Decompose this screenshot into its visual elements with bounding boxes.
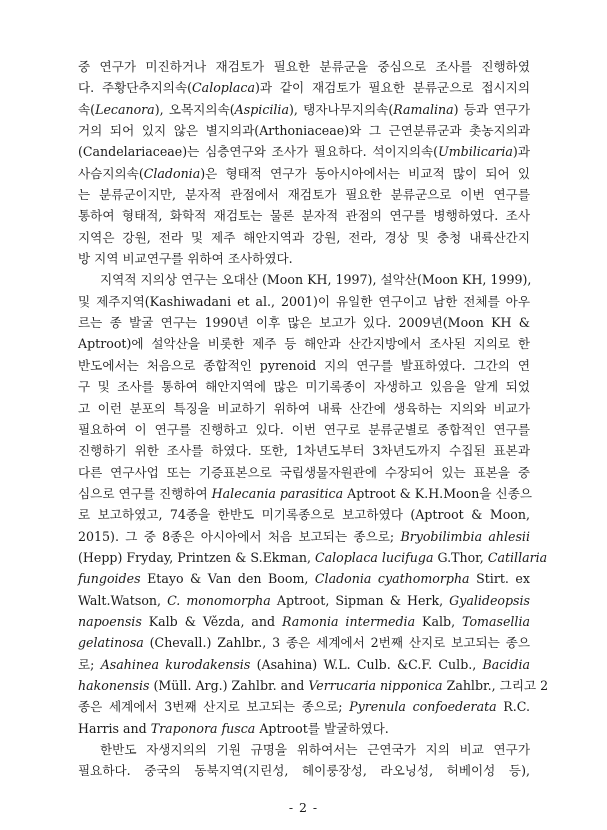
text-run: 사슴지의속( [78, 165, 144, 181]
italic-taxon-name: Verrucaria nipponica [308, 677, 443, 693]
text-line [78, 590, 530, 611]
italic-taxon-name: Ramonia intermedia [282, 613, 416, 629]
italic-taxon-name: Lecanora [95, 101, 155, 117]
text-run: 고 이런 분포의 특징을 비교하기 위하여 내륙 산간에 생육하는 지의와 비교가 [78, 400, 530, 416]
italic-taxon-name: hakonensis [78, 677, 150, 693]
text-run: 다른 연구사업 또는 기증표본으로 국립생물자원관에 수장되어 있는 표본을 중 [78, 464, 530, 480]
text-line [78, 56, 530, 77]
text-run: Kalb, [415, 613, 463, 629]
text-line [78, 504, 530, 525]
text-line [78, 526, 530, 547]
text-run: (Asahina) W.L. Culb. &C.F. Culb., [250, 656, 483, 672]
text-line [78, 99, 530, 120]
italic-taxon-name: fungoides [78, 571, 141, 587]
text-run: )과 [512, 144, 530, 160]
page-number: - 2 - [288, 800, 319, 815]
text-line [78, 632, 530, 653]
text-run: (Hepp) Fryday, Printzen & S.Ekman, [78, 549, 315, 565]
text-line [78, 654, 530, 675]
text-run: 진행하기 위한 조사를 하였다. 또한, 1차년도부터 3차년도까지 수집된 표본과 [78, 443, 530, 459]
text-line [78, 760, 530, 781]
paragraph [78, 739, 530, 782]
text-line [78, 675, 549, 696]
text-line [78, 312, 530, 333]
text-run: 르는 종 발굴 연구는 1990년 이후 많은 보고가 있다. 2009년(Moon KH & [78, 315, 530, 331]
text-run: )과 같이 재검토가 필요한 분류군으로 접시지의 [254, 80, 531, 96]
paragraph [78, 56, 530, 269]
text-line [78, 227, 530, 248]
italic-taxon-name: Cladonia cyathomorpha [314, 571, 470, 587]
text-line [78, 376, 530, 397]
text-run: 반도에서는 처음으로 종합적인 pyrenoid 지의 연구를 발표하였다. 그간의 연 [78, 357, 530, 373]
text-run: )은 형태적 연구가 동아시아에서는 비교적 많이 되어 있 [200, 165, 530, 181]
text-run: 로 보고하였고, 74종을 한반도 미기록종으로 보고하였다 (Aptroot & Moon, [78, 507, 530, 523]
text-run: 다. 주황단추지의속( [78, 80, 193, 96]
text-line [78, 718, 530, 739]
italic-taxon-name: Umbilicaria [438, 144, 513, 160]
text-line [78, 398, 530, 419]
paragraph [78, 269, 549, 739]
text-run: Aptroot & K.H.Moon을 신종으 [343, 485, 533, 501]
text-run: 로; [78, 656, 101, 672]
italic-taxon-name: Pyrenula confoederata [349, 699, 497, 715]
italic-taxon-name: Bacidia [482, 656, 530, 672]
italic-taxon-name: Bryobilimbia ahlesii [400, 528, 530, 544]
text-run: Walt.Watson, [78, 592, 168, 608]
text-run: 는 분류군이지만, 분자적 관점에서 재검토가 필요한 분류군으로 이번 연구를 [78, 187, 530, 203]
italic-taxon-name: Caloplaca lucifuga [314, 549, 434, 565]
text-line [78, 333, 530, 354]
text-run: Zahlbr., 그리고 2 [442, 677, 549, 693]
italic-taxon-name: Tomasellia [462, 613, 530, 629]
text-run: Aptroot)에 설악산을 비롯한 제주 등 해안과 산간지방에서 조사된 지의로 한 [78, 336, 530, 352]
text-line [78, 739, 530, 760]
text-run: (Müll. Arg.) Zahlbr. and [149, 677, 309, 693]
text-run: Harris and [78, 720, 151, 736]
text-run: 중 연구가 미진하거나 재검토가 필요한 분류군을 중심으로 조사를 진행하였 [78, 59, 530, 74]
italic-taxon-name: Caloplaca [192, 80, 255, 96]
text-run: 필요하여 이 연구를 진행하고 있다. 이번 연구로 분류군별로 종합적인 연구를 [78, 421, 530, 437]
text-run: 종은 세계에서 3번째 산지로 보고되는 종으로; [78, 699, 350, 715]
text-run: G.Thor, [433, 549, 488, 565]
text-run: Stirt. ex [469, 571, 530, 587]
italic-taxon-name: Ramalina [393, 101, 454, 117]
text-line [78, 163, 530, 184]
text-run: 지역적 지의상 연구는 오대산 (Moon KH, 1997), 설악산(Moon KH, 1999), [100, 272, 532, 288]
text-run: 필요하다. 중국의 동북지역(지린성, 헤이룽장성, 라오닝성, 허베이성 등), [78, 763, 530, 779]
italic-taxon-name: napoensis [78, 613, 142, 629]
italic-taxon-name: C. monomorpha [167, 592, 271, 608]
text-line [78, 291, 530, 312]
text-run: 지역은 강원, 전라 및 제주 해안지역과 강원, 전라, 경상 및 충청 내륙산간지 [78, 229, 530, 245]
text-line [78, 611, 530, 632]
text-run: ), 오목지의속( [154, 101, 235, 117]
text-run: 및 제주지역(Kashiwadani et al., 2001)이 유일한 연구이고 남한 전체를 아우 [78, 293, 530, 309]
italic-taxon-name: Halecania parasitica [211, 485, 344, 501]
text-line [78, 269, 530, 290]
text-line [78, 483, 533, 504]
text-line [78, 184, 530, 205]
text-run: Aptroot를 발굴하였다. [255, 720, 389, 736]
text-run: ) 등과 연구가 [453, 101, 531, 117]
text-run: 거의 되어 있지 않은 별지의과(Arthoniaceae)와 그 근연분류군과 촛농지의과 [78, 123, 530, 139]
text-line [78, 462, 530, 483]
text-run: ), 탱자나무지의속( [288, 101, 394, 117]
text-run: 구 및 조사를 통하여 해안지역에 많은 미기록종이 자생하고 있음을 알게 되었 [78, 379, 530, 395]
text-run: (Candelariaceae)는 심층연구와 조사가 필요하다. 석이지의속( [78, 144, 439, 160]
text-run: 한반도 자생지의의 기원 규명을 위하여서는 근연국가 지의 비교 연구가 [100, 742, 530, 757]
text-line [78, 419, 530, 440]
italic-taxon-name: gelatinosa [78, 635, 144, 651]
text-run: 2015). 그 중 8종은 아시아에서 처음 보고되는 종으로; [78, 528, 401, 544]
italic-taxon-name: Cladonia [143, 165, 201, 181]
italic-taxon-name: Gyalideopsis [449, 592, 531, 608]
text-line [78, 547, 548, 568]
text-run: 방 지역 비교연구를 위하여 조사하였다. [78, 251, 293, 267]
text-line [78, 568, 530, 589]
text-run: 심으로 연구를 진행하여 [78, 485, 212, 501]
text-run: R.C. [496, 699, 530, 715]
text-run: 통하여 형태적, 화학적 재검토는 물론 분자적 관점의 연구를 병행하였다. 조사 [78, 208, 530, 224]
text-line [78, 141, 530, 162]
text-run: (Chevall.) Zahlbr., 3 종은 세계에서 2번째 산지로 보고되는 종으 [143, 635, 530, 651]
document-body [78, 56, 549, 782]
text-line [78, 205, 530, 226]
text-line [78, 120, 530, 141]
text-line [78, 440, 530, 461]
text-run: Kalb & Vězda, and [141, 613, 283, 629]
italic-taxon-name: Traponora fusca [150, 720, 256, 736]
text-line [78, 696, 530, 717]
text-run: Aptroot, Sipman & Herk, [270, 592, 450, 608]
text-line [78, 248, 530, 269]
text-line [78, 355, 530, 376]
italic-taxon-name: Aspicilia [234, 101, 289, 117]
italic-taxon-name: Asahinea kurodakensis [100, 656, 251, 672]
text-line [78, 77, 530, 98]
text-run: 속( [78, 101, 96, 117]
italic-taxon-name: Catillaria [487, 549, 548, 565]
text-run: Etayo & Van den Boom, [140, 571, 315, 587]
